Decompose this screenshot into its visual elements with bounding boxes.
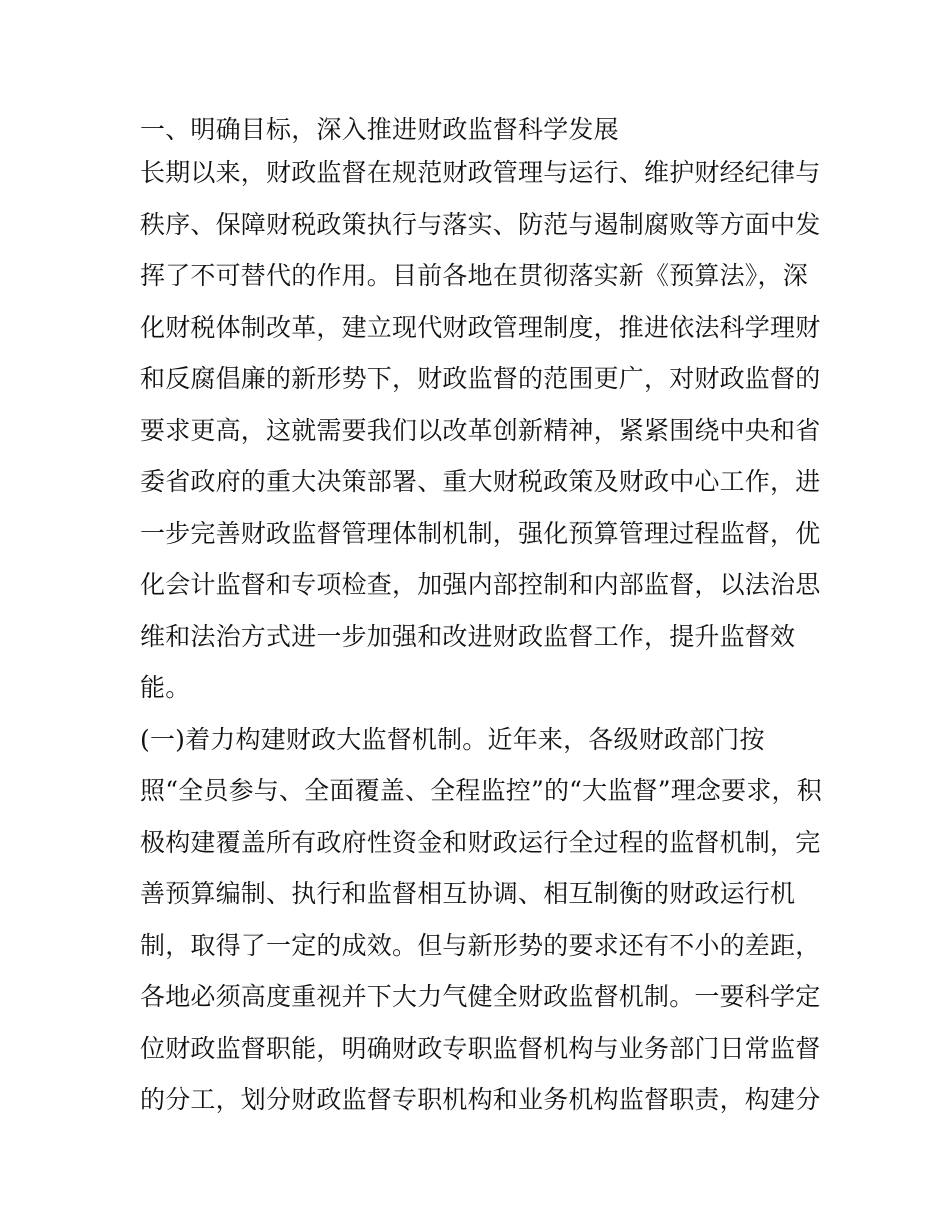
text-line: 能。 <box>140 673 191 702</box>
text-line: 长期以来，财政监督在规范财政管理与运行、维护财经纪律与 <box>140 158 821 187</box>
text-line: 和反腐倡廉的新形势下，财政监督的范围更广，对财政监督的 <box>140 364 821 393</box>
text-line: 委省政府的重大决策部署、重大财税政策及财政中心工作，进 <box>140 467 821 496</box>
text-line: 一步完善财政监督管理体制机制，强化预算管理过程监督，优 <box>140 518 821 548</box>
text-line: 要求更高，这就需要我们以改革创新精神，紧紧围绕中央和省 <box>140 415 821 445</box>
text-line: 维和法治方式进一步加强和改进财政监督工作，提升监督效 <box>140 621 796 651</box>
text-line: 化财税体制改革，建立现代财政管理制度，推进依法科学理财 <box>140 312 821 342</box>
text-line: 的分工，划分财政监督专职机构和业务机构监督职责，构建分 <box>140 1085 821 1114</box>
text-line: 制，取得了一定的成效。但与新形势的要求还有不小的差距， <box>140 930 821 960</box>
text-line: 善预算编制、执行和监督相互协调、相互制衡的财政运行机 <box>140 879 796 908</box>
section-heading: 一、明确目标，深入推进财政监督科学发展 <box>140 115 619 144</box>
text-line: 极构建覆盖所有政府性资金和财政运行全过程的监督机制，完 <box>140 827 821 857</box>
text-line: 挥了不可替代的作用。目前各地在贯彻落实新《预算法》，深 <box>140 261 808 290</box>
subsection-heading-line: (一)着力构建财政大监督机制。近年来，各级财政部门按 <box>140 724 765 754</box>
text-line: 秩序、保障财税政策执行与落实、防范与遏制腐败等方面中发 <box>140 209 821 239</box>
text-line: 各地必须高度重视并下大力气健全财政监督机制。一要科学定 <box>140 982 821 1011</box>
text-line: 位财政监督职能，明确财政专职监督机构与业务部门日常监督 <box>140 1033 821 1063</box>
text-line: 化会计监督和专项检查，加强内部控制和内部监督，以法治思 <box>140 570 821 599</box>
document-body <box>140 108 820 1130</box>
text-line: 照“全员参与、全面覆盖、全程监控”的“大监督”理念要求，积 <box>140 776 822 805</box>
